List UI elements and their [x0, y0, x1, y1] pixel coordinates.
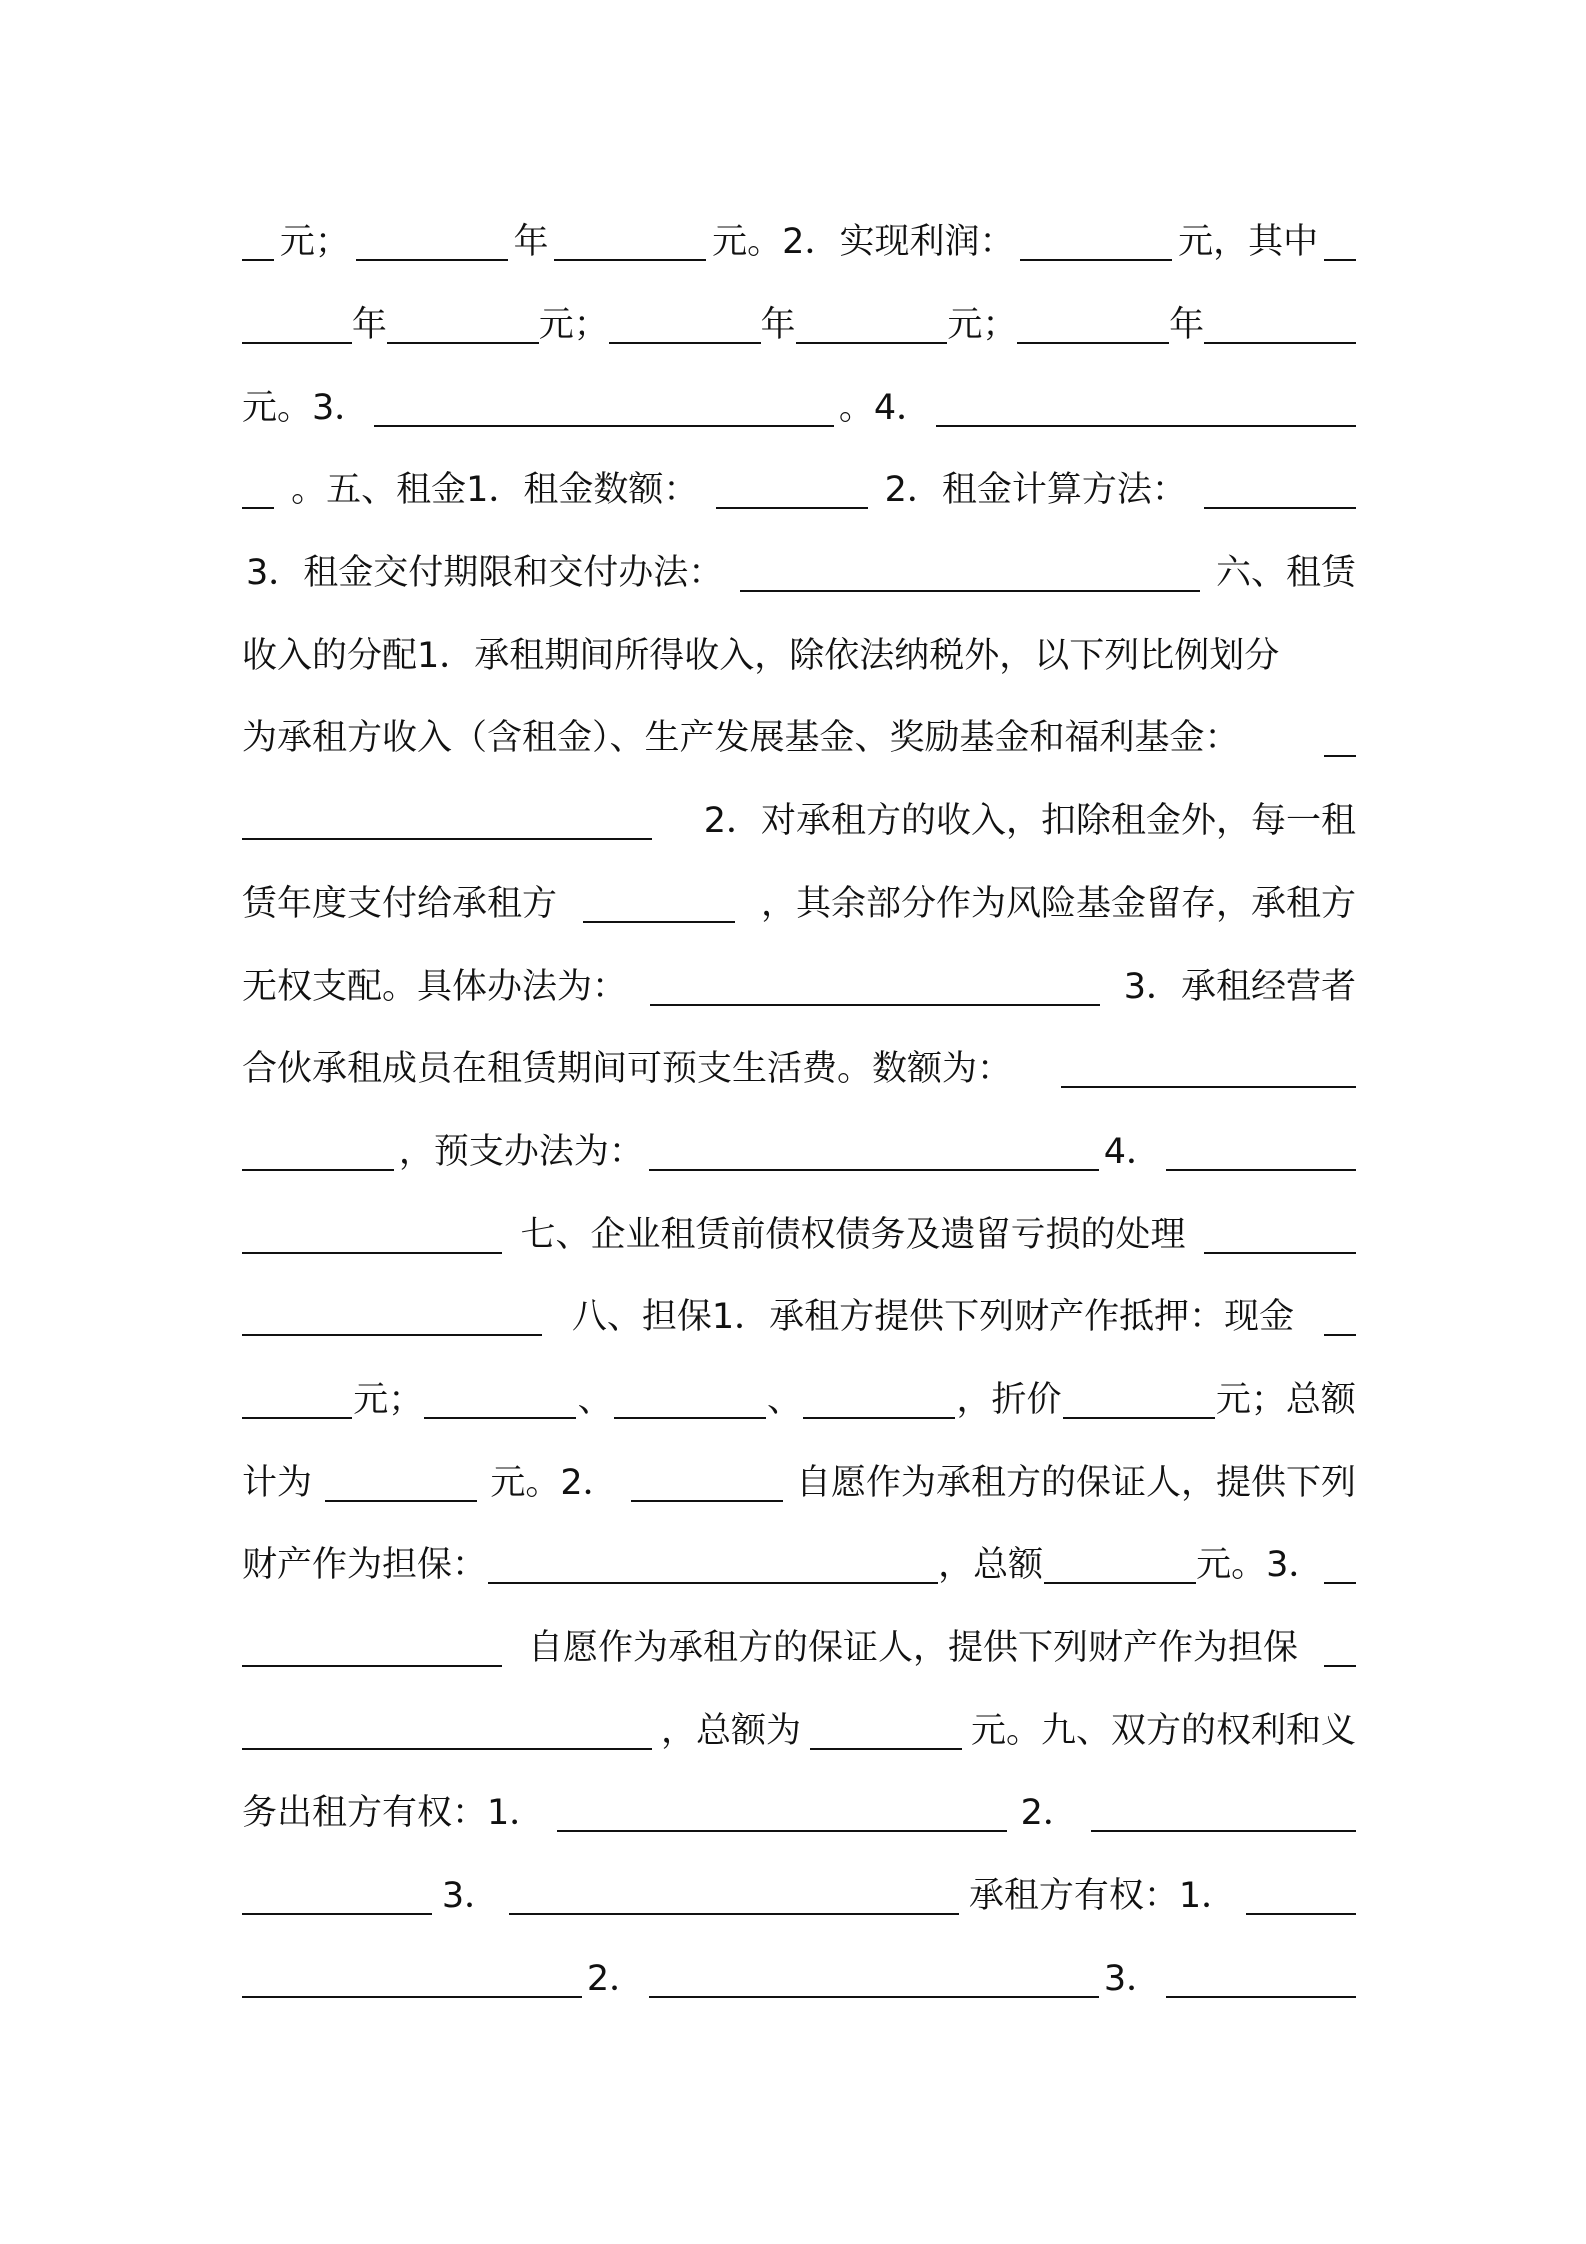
text-segment: ，预支办法为： [398, 1131, 644, 1172]
fill-in-blank [554, 229, 706, 261]
fill-in-blank [1044, 1552, 1196, 1584]
text-segment: 4． [1103, 1131, 1162, 1172]
text-line [242, 694, 1356, 777]
fill-in-blank [509, 1883, 959, 1915]
text-segment: 无权支配。具体办法为： [242, 966, 628, 1007]
text-line [242, 1852, 1356, 1935]
fill-in-blank [649, 1966, 1099, 1998]
text-line [242, 363, 1356, 446]
text-segment: 六、租赁 [1215, 553, 1356, 594]
text-segment: 元； [279, 222, 350, 263]
fill-in-blank [650, 974, 1100, 1006]
fill-in-blank [1204, 1222, 1356, 1254]
text-segment: 收入的分配1．承租期间所得收入，除依法纳税外，以下列比例划分 [242, 635, 1280, 676]
text-line [242, 860, 1356, 943]
fill-in-blank [356, 229, 508, 261]
fill-in-blank [796, 312, 948, 344]
document-body [242, 198, 1356, 2017]
text-segment: 承租方有权：1． [968, 1876, 1237, 1917]
text-line [242, 1273, 1356, 1356]
text-segment: 。4． [838, 387, 932, 428]
fill-in-blank [242, 1635, 502, 1667]
text-line [242, 1025, 1356, 1108]
text-segment: 年 [760, 305, 796, 346]
text-line [242, 942, 1356, 1025]
text-segment: 元。2． [490, 1462, 618, 1503]
text-segment: 3．承租经营者 [1123, 966, 1356, 1007]
fill-in-blank [1204, 312, 1356, 344]
text-segment: 七、企业租赁前债权债务及遗留亏损的处理 [520, 1214, 1186, 1255]
fill-in-blank [1091, 1800, 1356, 1832]
fill-in-blank [803, 1387, 955, 1419]
fill-in-blank [1324, 1304, 1356, 1336]
fill-in-blank [631, 1470, 783, 1502]
text-line [242, 1190, 1356, 1273]
text-segment: 3．租金交付期限和交付办法： [246, 553, 724, 594]
text-segment: 元。3． [242, 387, 370, 428]
text-segment: ，其余部分作为风险基金留存，承租方 [760, 883, 1356, 924]
text-segment: 元，其中 [1178, 222, 1319, 263]
text-segment: 元； [353, 1379, 424, 1420]
fill-in-blank [424, 1387, 576, 1419]
text-segment: 自愿作为承租方的保证人，提供下列 [795, 1462, 1356, 1503]
text-segment: 为承租方收入（含租金）、生产发展基金、奖励基金和福利基金： [242, 718, 1240, 759]
text-segment: 年 [351, 305, 387, 346]
text-segment: 元。2．实现利润： [712, 222, 1015, 263]
text-segment: 财产作为担保： [242, 1545, 488, 1586]
text-line [242, 777, 1356, 860]
fill-in-blank [1324, 725, 1356, 757]
text-line [242, 1769, 1356, 1852]
fill-in-blank [1020, 229, 1172, 261]
fill-in-blank [1204, 477, 1356, 509]
fill-in-blank [242, 1883, 432, 1915]
fill-in-blank [1166, 1139, 1356, 1171]
fill-in-blank [614, 1387, 766, 1419]
text-segment: 元。九、双方的权利和义 [970, 1710, 1356, 1751]
fill-in-blank [242, 1718, 652, 1750]
text-line [242, 198, 1356, 281]
text-segment: 计为 [242, 1462, 313, 1503]
text-segment: 、 [577, 1379, 613, 1420]
fill-in-blank [936, 395, 1356, 427]
text-line [242, 1521, 1356, 1604]
text-line [242, 1686, 1356, 1769]
text-line [242, 611, 1356, 694]
fill-in-blank [242, 477, 274, 509]
fill-in-blank [242, 1222, 502, 1254]
fill-in-blank [740, 560, 1200, 592]
fill-in-blank [242, 1387, 352, 1419]
fill-in-blank [387, 312, 539, 344]
text-line [242, 1604, 1356, 1687]
fill-in-blank [609, 312, 761, 344]
fill-in-blank [1063, 1387, 1215, 1419]
fill-in-blank [242, 229, 274, 261]
fill-in-blank [1324, 1552, 1356, 1584]
text-segment: 务出租方有权：1． [242, 1793, 545, 1834]
text-segment: 八、担保1．承租方提供下列财产作抵押：现金 [571, 1297, 1295, 1338]
fill-in-blank [374, 395, 834, 427]
text-segment: ，总额为 [660, 1710, 801, 1751]
fill-in-blank [488, 1552, 938, 1584]
text-segment: 2． [1020, 1793, 1078, 1834]
text-segment: 自愿作为承租方的保证人，提供下列财产作为担保 [527, 1628, 1298, 1669]
fill-in-blank [242, 1966, 582, 1998]
text-segment: 元； [538, 305, 609, 346]
fill-in-blank [557, 1800, 1007, 1832]
fill-in-blank [1246, 1883, 1356, 1915]
fill-in-blank [242, 312, 352, 344]
text-segment: 元； [947, 305, 1018, 346]
fill-in-blank [242, 1139, 394, 1171]
text-segment: ，折价 [956, 1379, 1062, 1420]
text-line [242, 1356, 1356, 1439]
fill-in-blank [1017, 312, 1169, 344]
fill-in-blank [1166, 1966, 1356, 1998]
fill-in-blank [583, 891, 735, 923]
text-segment: 元。3． [1196, 1545, 1324, 1586]
text-segment: 年 [1169, 305, 1205, 346]
text-segment: 合伙承租成员在租赁期间可预支生活费。数额为： [242, 1049, 1013, 1090]
fill-in-blank [1324, 229, 1356, 261]
text-line [242, 1438, 1356, 1521]
text-segment: 3． [1103, 1958, 1162, 1999]
text-segment: 赁年度支付给承租方 [242, 883, 558, 924]
fill-in-blank [242, 1304, 542, 1336]
text-segment: 3． [441, 1876, 500, 1917]
text-line [242, 529, 1356, 612]
text-segment: 年 [513, 222, 549, 263]
text-line [242, 1108, 1356, 1191]
text-segment: 。五、租金1．租金数额： [291, 470, 699, 511]
fill-in-blank [1061, 1056, 1356, 1088]
text-line [242, 446, 1356, 529]
text-segment: 、 [767, 1379, 803, 1420]
text-segment: 2．租金计算方法： [884, 470, 1187, 511]
text-line [242, 1934, 1356, 2017]
fill-in-blank [325, 1470, 477, 1502]
fill-in-blank [810, 1718, 962, 1750]
text-segment: 2．对承租方的收入，扣除租金外，每一租 [703, 801, 1356, 842]
fill-in-blank [716, 477, 868, 509]
text-line [242, 281, 1356, 364]
fill-in-blank [649, 1139, 1099, 1171]
text-segment: 元；总额 [1215, 1379, 1356, 1420]
fill-in-blank [242, 808, 652, 840]
fill-in-blank [1324, 1635, 1356, 1667]
text-segment: ，总额 [938, 1545, 1044, 1586]
text-segment: 2． [586, 1958, 645, 1999]
